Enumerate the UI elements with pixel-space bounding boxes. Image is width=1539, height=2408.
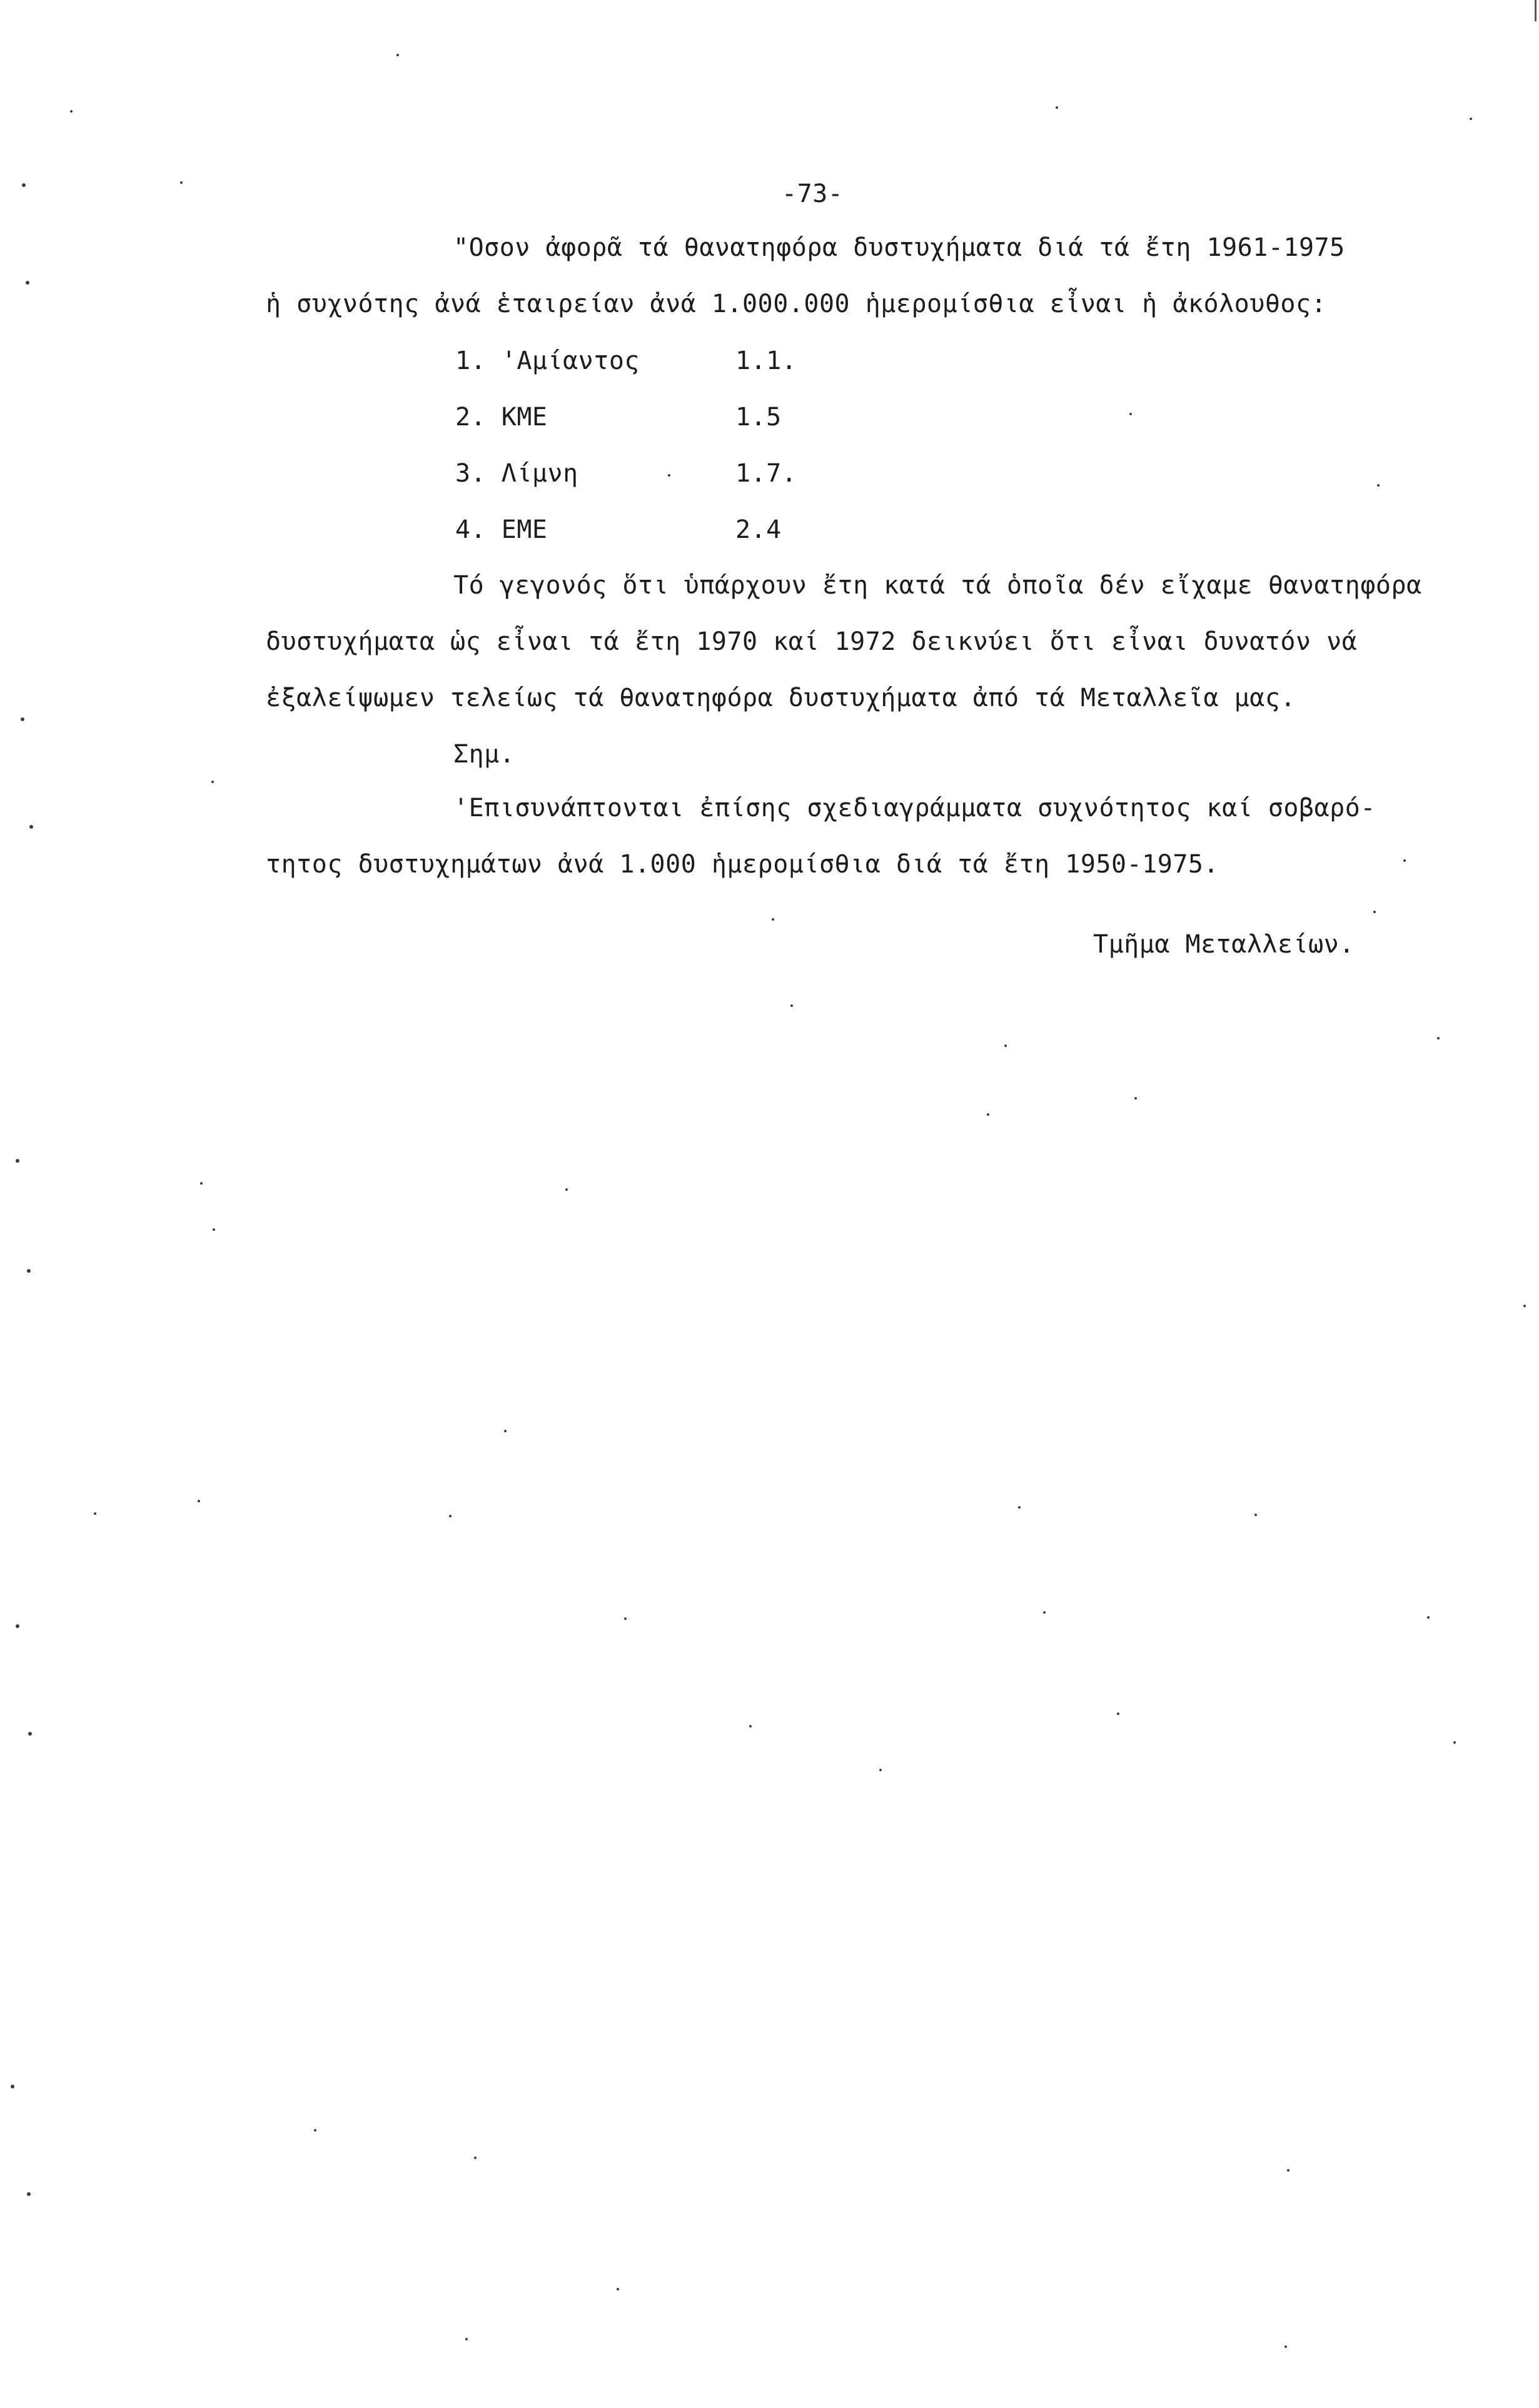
list-item-label: 3. Λίμνη <box>455 459 578 488</box>
signature: Τμῆμα Μεταλλείων. <box>1093 930 1355 959</box>
list-item-value: 2.4 <box>735 515 782 544</box>
note-label: Σημ. <box>453 740 515 769</box>
list-item-label: 1. 'Αμίαντος <box>455 347 640 375</box>
paragraph-3-line-1: 'Επισυνάπτονται ἐπίσης σχεδιαγράμματα συχνότητος καί σοβαρό- <box>453 794 1376 822</box>
list-item-value: 1.7. <box>735 459 797 488</box>
list-item-label: 2. ΚΜΕ <box>455 403 548 432</box>
paragraph-2-line-3: ἐξαλείψωμεν τελείως τά θανατηφόρα δυστυχήματα ἀπό τά Μεταλλεῖα μας. <box>266 684 1296 712</box>
paragraph-1-line-2: ἡ συχνότης ἀνά ἑταιρείαν ἀνά 1.000.000 ἡμερομίσθια εἶναι ἡ ἀκόλουθος: <box>266 290 1327 318</box>
paragraph-3-line-2: τητος δυστυχημάτων ἀνά 1.000 ἡμερομίσθια διά τά ἔτη 1950-1975. <box>266 850 1219 879</box>
list-item-label: 4. ΕΜΕ <box>455 515 548 544</box>
page-number: -73- <box>782 180 844 208</box>
paragraph-1-line-1: "Οσον ἀφορᾶ τά θανατηφόρα δυστυχήματα διά τά ἔτη 1961-1975 <box>453 233 1345 262</box>
paragraph-2-line-2: δυστυχήματα ὡς εἶναι τά ἔτη 1970 καί 1972 δεικνύει ὅτι εἶναι δυνατόν νά <box>266 627 1358 656</box>
paragraph-2-line-1: Τό γεγονός ὅτι ὑπάρχουν ἔτη κατά τά ὁποῖα δέν εἴχαμε θανατηφόρα <box>453 571 1422 600</box>
list-item-value: 1.5 <box>735 403 782 432</box>
list-item-value: 1.1. <box>735 347 797 375</box>
